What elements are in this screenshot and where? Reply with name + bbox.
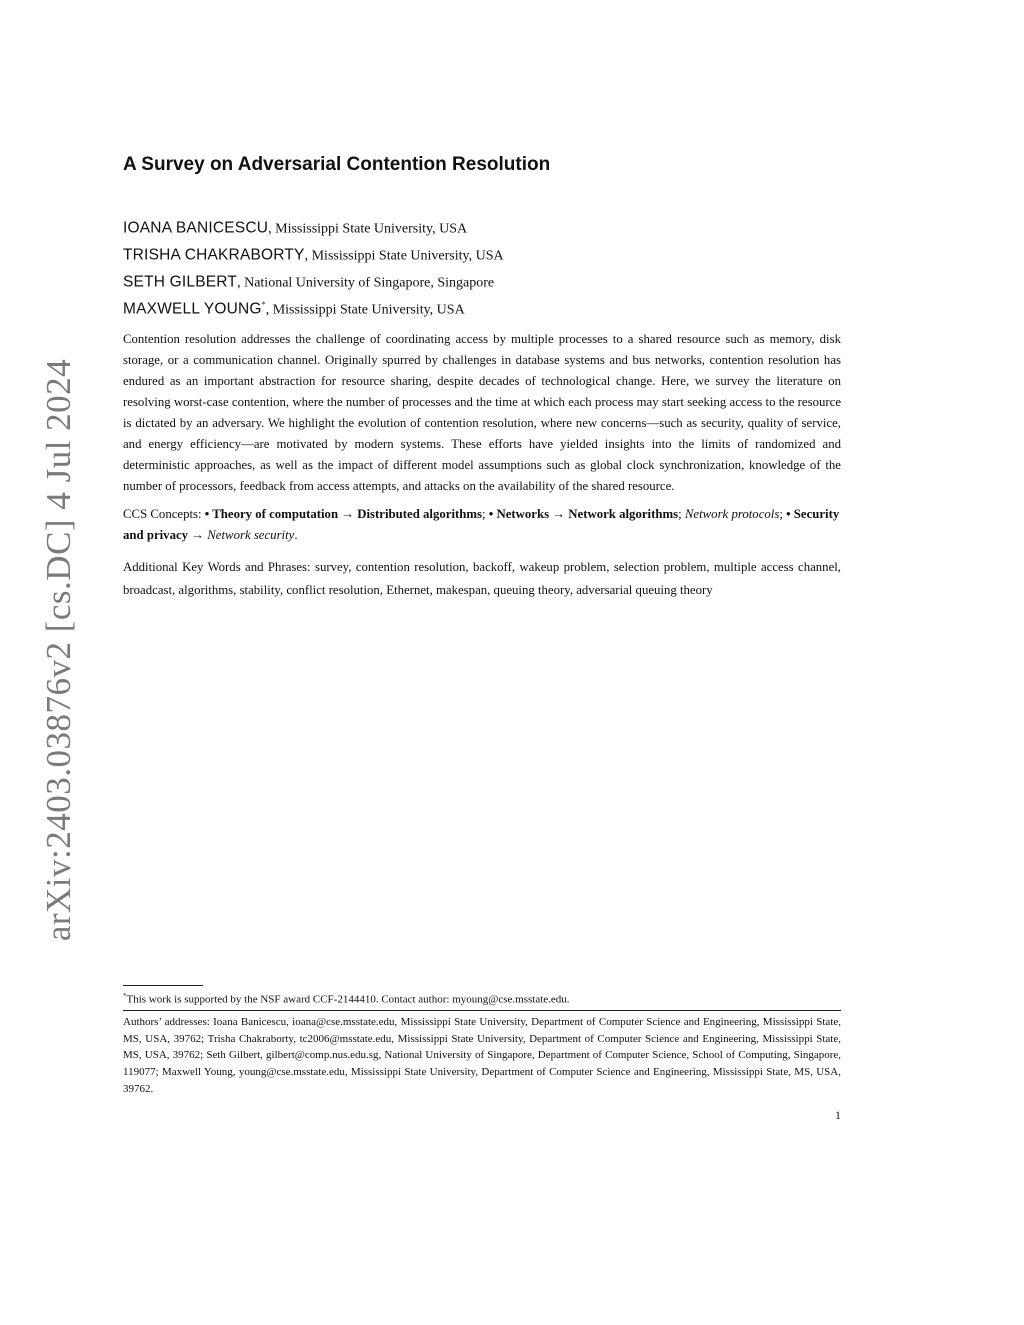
abstract-paragraph: Contention resolution addresses the challenge of coordinating access by multiple processes to a shared resource such as memory, disk storage, or a communication channel. Originally spurred by challenges in database systems and bus networks, contention resolution has endured as an important abstraction for resource sharing, despite decades of technological change. Here, we survey the literature on resolving worst-case contention, where the number of processes and the time at which each process may start seeking access to the resource is dictated by an adversary. We highlight the evolution of contention resolution, where new concerns—such as security, quality of service, and energy efficiency—are motivated by modern systems. These efforts have yielded insights into the limits of randomized and deterministic approaches, as well as the impact of different model assumptions such as global clock synchronization, knowledge of the number of processors, feedback from access attempts, and attacks on the availability of the shared resource. [123, 332, 841, 493]
ccs-concept: Theory of computation → Distributed algorithms [212, 507, 483, 521]
ccs-concept: Network protocols [684, 507, 780, 521]
author-name: MAXWELL YOUNG [123, 300, 262, 318]
ccs-concepts [123, 504, 841, 546]
ccs-bullet: • [204, 507, 213, 521]
arxiv-identifier-stamp: arXiv:2403.03876v2 [cs.DC] 4 Jul 2024 [39, 358, 78, 942]
author-addresses: Authors’ addresses: Ioana Banicescu, ioana@cse.msstate.edu, Mississippi State University, Department of Computer Science and Engineering, Mississippi State, MS, USA, 39762; Trisha Chakraborty, tc2006@msstate.edu, Mississippi State University, Department of Computer Science and Engineering, Mississippi State, MS, USA, 39762; Seth Gilbert, gilbert@comp.nus.edu.sg, National University of Singapore, Department of Computer Science, School of Computing, Singapore, 119077; Maxwell Young, young@cse.msstate.edu, Mississippi State University, Department of Computer Science and Engineering, Mississippi State, MS, USA, 39762. [123, 1016, 841, 1095]
funding-footnote [123, 989, 841, 1008]
author-footnote-marker: * [261, 300, 266, 309]
author-affiliation: , National University of Singapore, Singapore [237, 275, 495, 291]
author-name: TRISHA CHAKRABORTY [123, 246, 305, 264]
ccs-concept: Network security [207, 528, 295, 542]
ccs-bullet: • [488, 507, 497, 521]
author-entry [123, 212, 504, 239]
author-affiliation: , Mississippi State University, USA [268, 221, 468, 237]
keywords-text: survey, contention resolution, backoff, wakeup problem, selection problem, multiple access channel, broadcast, algorithms, stability, conflict resolution, Ethernet, makespan, queuing theory, adversarial queuing theory [123, 560, 842, 597]
author-name: IOANA BANICESCU [123, 219, 269, 237]
addresses-divider [123, 1010, 841, 1011]
ccs-separator: ; [779, 507, 787, 521]
ccs-separator: ; [482, 507, 489, 521]
author-entry [123, 239, 504, 266]
footnote-divider [123, 985, 203, 986]
ccs-bullet: • [786, 507, 794, 521]
author-entry [123, 266, 504, 293]
ccs-separator: ; [678, 507, 685, 521]
author-affiliation: , Mississippi State University, USA [304, 248, 504, 264]
ccs-concept: Networks → Network algorithms [496, 507, 679, 521]
author-affiliation: , Mississippi State University, USA [265, 302, 465, 318]
footnote-text: This work is supported by the NSF award CCF-2144410. Contact author: myoung@cse.msstate.edu. [126, 993, 570, 1006]
ccs-end: . [294, 528, 298, 542]
paper-title: A Survey on Adversarial Contention Resolution [123, 154, 551, 175]
author-list [123, 212, 504, 320]
ccs-label: CCS Concepts: [123, 507, 205, 521]
footnote-marker: * [123, 992, 127, 1000]
page-number: 1 [835, 1108, 841, 1122]
keywords-label: Additional Key Words and Phrases: [123, 560, 315, 574]
author-entry [123, 293, 504, 320]
ccs-concept: Security and privacy → [123, 507, 840, 542]
author-name: SETH GILBERT [123, 273, 238, 291]
keywords [123, 556, 841, 602]
